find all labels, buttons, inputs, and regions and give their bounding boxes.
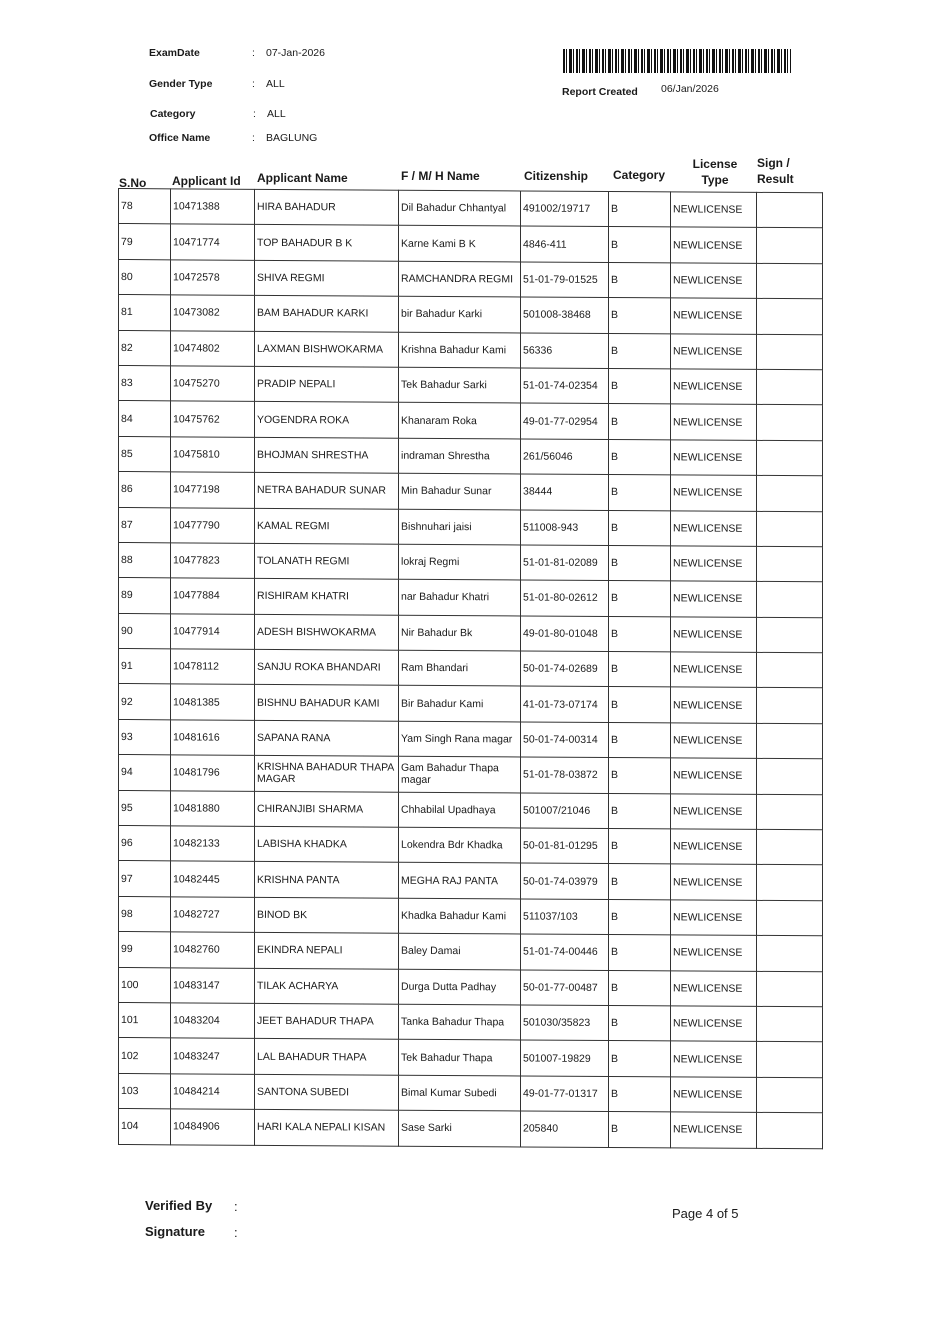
table-row xyxy=(119,224,823,264)
row-license-type: NEWLICENSE xyxy=(671,510,757,546)
sign-result-line-1: Sign / xyxy=(757,156,790,170)
table-row xyxy=(119,896,823,936)
table-row xyxy=(119,189,823,229)
table-row xyxy=(119,755,823,795)
row-citizenship: 4846-411 xyxy=(521,226,609,262)
col-header-applicant-name: Applicant Name xyxy=(257,171,348,185)
separator: : xyxy=(234,1225,238,1240)
row-sign-result xyxy=(757,192,823,228)
row-license-type: NEWLICENSE xyxy=(671,864,757,900)
row-applicant-id: 10482727 xyxy=(171,897,255,933)
row-applicant-name: SANJU ROKA BHANDARI xyxy=(255,649,399,685)
table-row xyxy=(119,861,823,901)
row-applicant-id: 10481880 xyxy=(171,790,255,826)
row-license-type: NEWLICENSE xyxy=(671,1077,757,1113)
row-citizenship: 49-01-77-02954 xyxy=(521,403,609,439)
table-row xyxy=(119,259,823,299)
row-citizenship: 501008-38468 xyxy=(521,297,609,333)
row-license-type: NEWLICENSE xyxy=(671,333,757,369)
row-license-type: NEWLICENSE xyxy=(671,794,757,830)
row-applicant-name: BISHNU BAHADUR KAMI xyxy=(255,685,399,721)
sign-result-line-2: Result xyxy=(757,172,794,186)
table-row xyxy=(119,613,823,653)
col-header-fmh-name: F / M/ H Name xyxy=(401,169,480,183)
row-sno: 96 xyxy=(119,826,171,862)
row-applicant-id: 10477823 xyxy=(171,543,255,579)
table-row xyxy=(119,790,823,830)
row-fmh-name: lokraj Regmi xyxy=(399,544,521,580)
row-applicant-name: CHIRANJIBI SHARMA xyxy=(255,791,399,827)
row-sign-result xyxy=(757,405,823,441)
row-fmh-name: Dil Bahadur Chhantyal xyxy=(399,190,521,226)
row-category: B xyxy=(609,404,671,440)
row-citizenship: 49-01-80-01048 xyxy=(521,616,609,652)
row-category: B xyxy=(609,652,671,688)
row-applicant-id: 10484906 xyxy=(171,1109,255,1145)
row-fmh-name: MEGHA RAJ PANTA xyxy=(399,863,521,899)
page-number: Page 4 of 5 xyxy=(672,1206,739,1221)
row-fmh-name: Lokendra Bdr Khadka xyxy=(399,827,521,863)
col-header-sign-result xyxy=(757,155,794,187)
table-body xyxy=(119,189,823,1149)
row-license-type: NEWLICENSE xyxy=(671,1112,757,1148)
row-citizenship: 501007/21046 xyxy=(521,793,609,829)
row-applicant-name: BHOJMAN SHRESTHA xyxy=(255,437,399,473)
row-category: B xyxy=(609,262,671,298)
row-citizenship: 51-01-78-03872 xyxy=(521,757,609,793)
row-applicant-name: HARI KALA NEPALI KISAN xyxy=(255,1109,399,1145)
category-label: Category xyxy=(150,108,196,120)
row-sno: 83 xyxy=(119,365,171,401)
row-citizenship: 491002/19717 xyxy=(521,191,609,227)
row-sign-result xyxy=(757,971,823,1007)
table-row xyxy=(119,684,823,724)
row-applicant-id: 10484214 xyxy=(171,1074,255,1110)
row-applicant-name: YOGENDRA ROKA xyxy=(255,402,399,438)
row-license-type: NEWLICENSE xyxy=(671,970,757,1006)
row-category: B xyxy=(609,510,671,546)
row-license-type: NEWLICENSE xyxy=(671,900,757,936)
row-license-type: NEWLICENSE xyxy=(671,617,757,653)
row-license-type: NEWLICENSE xyxy=(671,298,757,334)
table-row xyxy=(119,507,823,547)
gender-type-label: Gender Type xyxy=(149,78,213,90)
row-sno: 102 xyxy=(119,1038,171,1074)
row-sno: 88 xyxy=(119,542,171,578)
row-fmh-name: indraman Shrestha xyxy=(399,438,521,474)
row-sno: 90 xyxy=(119,613,171,649)
table-row xyxy=(119,578,823,618)
row-fmh-name: Bishnuhari jaisi xyxy=(399,509,521,545)
row-applicant-id: 10482760 xyxy=(171,932,255,968)
row-sign-result xyxy=(757,652,823,688)
row-applicant-id: 10478112 xyxy=(171,649,255,685)
table-row xyxy=(119,1002,823,1042)
barcode-image xyxy=(563,49,791,73)
row-fmh-name: Krishna Bahadur Kami xyxy=(399,332,521,368)
row-citizenship: 50-01-74-03979 xyxy=(521,863,609,899)
table-row xyxy=(119,826,823,866)
row-category: B xyxy=(609,758,671,794)
row-category: B xyxy=(609,1076,671,1112)
separator: : xyxy=(252,132,255,144)
row-category: B xyxy=(609,1005,671,1041)
row-sign-result xyxy=(757,1006,823,1042)
table-row xyxy=(119,542,823,582)
row-sno: 80 xyxy=(119,259,171,295)
row-sign-result xyxy=(757,794,823,830)
row-category: B xyxy=(609,864,671,900)
report-created-value: 06/Jan/2026 xyxy=(661,83,719,95)
applicant-table xyxy=(118,188,823,1149)
row-category: B xyxy=(609,439,671,475)
row-sign-result xyxy=(757,440,823,476)
col-header-applicant-id: Applicant Id xyxy=(172,174,241,188)
row-sno: 82 xyxy=(119,330,171,366)
row-sign-result xyxy=(757,936,823,972)
row-sign-result xyxy=(757,1042,823,1078)
row-applicant-name: EKINDRA NEPALI xyxy=(255,933,399,969)
separator: : xyxy=(234,1199,238,1214)
row-citizenship: 501030/35823 xyxy=(521,1005,609,1041)
report-created-label: Report Created xyxy=(562,86,638,98)
office-name-label: Office Name xyxy=(149,132,211,144)
row-applicant-id: 10474802 xyxy=(171,330,255,366)
row-sno: 93 xyxy=(119,719,171,755)
table-row xyxy=(119,330,823,370)
row-sno: 98 xyxy=(119,896,171,932)
row-license-type: NEWLICENSE xyxy=(671,192,757,228)
row-fmh-name: Min Bahadur Sunar xyxy=(399,473,521,509)
row-fmh-name: Khanaram Roka xyxy=(399,403,521,439)
row-license-type: NEWLICENSE xyxy=(671,723,757,759)
row-citizenship: 501007-19829 xyxy=(521,1040,609,1076)
row-applicant-name: SAPANA RANA xyxy=(255,720,399,756)
row-applicant-name: KAMAL REGMI xyxy=(255,508,399,544)
row-license-type: NEWLICENSE xyxy=(671,758,757,794)
row-fmh-name: Baley Damai xyxy=(399,933,521,969)
row-applicant-name: PRADIP NEPALI xyxy=(255,366,399,402)
row-category: B xyxy=(609,793,671,829)
row-sign-result xyxy=(757,1113,823,1149)
row-license-type: NEWLICENSE xyxy=(671,581,757,617)
row-sign-result xyxy=(757,299,823,335)
row-sno: 103 xyxy=(119,1073,171,1109)
row-citizenship: 51-01-81-02089 xyxy=(521,545,609,581)
row-applicant-id: 10472578 xyxy=(171,260,255,296)
row-applicant-id: 10475270 xyxy=(171,366,255,402)
table-row xyxy=(119,472,823,512)
row-sno: 87 xyxy=(119,507,171,543)
row-citizenship: 50-01-74-02689 xyxy=(521,651,609,687)
row-fmh-name: Sase Sarki xyxy=(399,1110,521,1146)
row-applicant-id: 10483247 xyxy=(171,1038,255,1074)
row-citizenship: 511037/103 xyxy=(521,899,609,935)
row-sign-result xyxy=(757,759,823,795)
row-license-type: NEWLICENSE xyxy=(671,263,757,299)
row-applicant-id: 10482133 xyxy=(171,826,255,862)
row-license-type: NEWLICENSE xyxy=(671,652,757,688)
row-sign-result xyxy=(757,263,823,299)
row-sno: 94 xyxy=(119,755,171,791)
row-citizenship: 50-01-74-00314 xyxy=(521,722,609,758)
row-license-type: NEWLICENSE xyxy=(671,687,757,723)
table-row xyxy=(119,365,823,405)
row-category: B xyxy=(609,1041,671,1077)
row-license-type: NEWLICENSE xyxy=(671,404,757,440)
row-sign-result xyxy=(757,865,823,901)
row-citizenship: 38444 xyxy=(521,474,609,510)
row-applicant-name: LABISHA KHADKA xyxy=(255,826,399,862)
separator: : xyxy=(252,47,255,59)
row-category: B xyxy=(609,333,671,369)
row-applicant-name: JEET BAHADUR THAPA xyxy=(255,1003,399,1039)
row-category: B xyxy=(609,899,671,935)
table-row xyxy=(119,1109,823,1149)
row-category: B xyxy=(609,970,671,1006)
row-applicant-id: 10471774 xyxy=(171,224,255,260)
row-applicant-id: 10481616 xyxy=(171,720,255,756)
row-sign-result xyxy=(757,228,823,264)
exam-date-label: ExamDate xyxy=(149,47,200,59)
row-applicant-id: 10477884 xyxy=(171,578,255,614)
row-sign-result xyxy=(757,546,823,582)
row-sno: 97 xyxy=(119,861,171,897)
row-citizenship: 50-01-77-00487 xyxy=(521,970,609,1006)
row-fmh-name: Nir Bahadur Bk xyxy=(399,615,521,651)
row-sno: 91 xyxy=(119,649,171,685)
row-sno: 85 xyxy=(119,436,171,472)
row-fmh-name: Tek Bahadur Sarki xyxy=(399,367,521,403)
row-license-type: NEWLICENSE xyxy=(671,440,757,476)
separator: : xyxy=(252,78,255,90)
row-sno: 92 xyxy=(119,684,171,720)
row-sign-result xyxy=(757,511,823,547)
row-sno: 100 xyxy=(119,967,171,1003)
row-applicant-id: 10477198 xyxy=(171,472,255,508)
col-header-citizenship: Citizenship xyxy=(524,169,589,183)
row-fmh-name: Khadka Bahadur Kami xyxy=(399,898,521,934)
row-sno: 79 xyxy=(119,224,171,260)
row-category: B xyxy=(609,298,671,334)
row-applicant-id: 10471388 xyxy=(171,189,255,225)
row-applicant-name: TOLANATH REGMI xyxy=(255,543,399,579)
table-row xyxy=(119,1073,823,1113)
category-value: ALL xyxy=(267,108,286,120)
row-sno: 99 xyxy=(119,932,171,968)
row-fmh-name: RAMCHANDRA REGMI xyxy=(399,261,521,297)
row-citizenship: 41-01-73-07174 xyxy=(521,686,609,722)
row-citizenship: 51-01-79-01525 xyxy=(521,262,609,298)
row-sign-result xyxy=(757,1077,823,1113)
row-license-type: NEWLICENSE xyxy=(671,369,757,405)
row-license-type: NEWLICENSE xyxy=(671,935,757,971)
row-applicant-id: 10475762 xyxy=(171,401,255,437)
table-row xyxy=(119,719,823,759)
row-sno: 86 xyxy=(119,472,171,508)
row-fmh-name: nar Bahadur Khatri xyxy=(399,580,521,616)
row-applicant-name: ADESH BISHWOKARMA xyxy=(255,614,399,650)
row-fmh-name: Bir Bahadur Kami xyxy=(399,686,521,722)
row-fmh-name: Ram Bhandari xyxy=(399,650,521,686)
row-fmh-name: Chhabilal Upadhaya xyxy=(399,792,521,828)
col-header-license-type xyxy=(686,156,744,188)
row-category: B xyxy=(609,687,671,723)
row-sign-result xyxy=(757,334,823,370)
row-applicant-name: TOP BAHADUR B K xyxy=(255,225,399,261)
row-category: B xyxy=(609,475,671,511)
row-sign-result xyxy=(757,476,823,512)
verified-by-label: Verified By xyxy=(145,1198,213,1213)
row-applicant-id: 10481385 xyxy=(171,684,255,720)
row-citizenship: 56336 xyxy=(521,333,609,369)
table-row xyxy=(119,1038,823,1078)
license-type-line-2: Type xyxy=(701,173,729,187)
signature-label: Signature xyxy=(145,1224,205,1239)
row-fmh-name: Gam Bahadur Thapa magar xyxy=(399,756,521,792)
separator: : xyxy=(253,108,256,120)
table-row xyxy=(119,436,823,476)
row-sno: 78 xyxy=(119,189,171,225)
row-applicant-name: LAL BAHADUR THAPA xyxy=(255,1039,399,1075)
row-applicant-id: 10477914 xyxy=(171,614,255,650)
row-citizenship: 261/56046 xyxy=(521,439,609,475)
row-sign-result xyxy=(757,688,823,724)
row-applicant-name: KRISHNA PANTA xyxy=(255,862,399,898)
exam-date-value: 07-Jan-2026 xyxy=(266,47,325,59)
row-applicant-name: SANTONA SUBEDI xyxy=(255,1074,399,1110)
row-applicant-name: LAXMAN BISHWOKARMA xyxy=(255,331,399,367)
row-sign-result xyxy=(757,582,823,618)
row-applicant-id: 10477790 xyxy=(171,507,255,543)
table-row xyxy=(119,401,823,441)
row-category: B xyxy=(609,581,671,617)
row-fmh-name: Karne Kami B K xyxy=(399,226,521,262)
col-header-sno: S.No xyxy=(119,176,147,190)
row-category: B xyxy=(609,1112,671,1148)
row-applicant-name: TILAK ACHARYA xyxy=(255,968,399,1004)
row-category: B xyxy=(609,722,671,758)
row-fmh-name: Durga Dutta Padhay xyxy=(399,969,521,1005)
row-license-type: NEWLICENSE xyxy=(671,1041,757,1077)
row-fmh-name: Bimal Kumar Subedi xyxy=(399,1075,521,1111)
table-row xyxy=(119,967,823,1007)
row-sign-result xyxy=(757,829,823,865)
license-type-line-1: License xyxy=(692,157,738,171)
row-citizenship: 49-01-77-01317 xyxy=(521,1076,609,1112)
office-name-value: BAGLUNG xyxy=(266,132,318,144)
row-sno: 101 xyxy=(119,1002,171,1038)
row-citizenship: 511008-943 xyxy=(521,509,609,545)
row-applicant-id: 10473082 xyxy=(171,295,255,331)
row-applicant-id: 10482445 xyxy=(171,861,255,897)
row-license-type: NEWLICENSE xyxy=(671,1006,757,1042)
row-sign-result xyxy=(757,369,823,405)
row-applicant-name: SHIVA REGMI xyxy=(255,260,399,296)
row-category: B xyxy=(609,829,671,865)
row-license-type: NEWLICENSE xyxy=(671,829,757,865)
row-sno: 84 xyxy=(119,401,171,437)
row-citizenship: 51-01-74-00446 xyxy=(521,934,609,970)
row-category: B xyxy=(609,368,671,404)
row-sno: 95 xyxy=(119,790,171,826)
table-row xyxy=(119,295,823,335)
row-category: B xyxy=(609,935,671,971)
row-license-type: NEWLICENSE xyxy=(671,546,757,582)
row-sign-result xyxy=(757,900,823,936)
row-applicant-id: 10481796 xyxy=(171,755,255,791)
row-fmh-name: Tanka Bahadur Thapa xyxy=(399,1004,521,1040)
row-category: B xyxy=(609,545,671,581)
row-license-type: NEWLICENSE xyxy=(671,227,757,263)
row-applicant-name: NETRA BAHADUR SUNAR xyxy=(255,472,399,508)
row-sno: 89 xyxy=(119,578,171,614)
gender-type-value: ALL xyxy=(266,78,285,90)
row-applicant-id: 10483147 xyxy=(171,967,255,1003)
row-sign-result xyxy=(757,723,823,759)
row-fmh-name: bir Bahadur Karki xyxy=(399,296,521,332)
row-category: B xyxy=(609,616,671,652)
row-applicant-name: KRISHNA BAHADUR THAPA MAGAR xyxy=(255,756,399,792)
row-applicant-name: HIRA BAHADUR xyxy=(255,189,399,225)
row-citizenship: 205840 xyxy=(521,1111,609,1147)
row-category: B xyxy=(609,227,671,263)
row-citizenship: 51-01-80-02612 xyxy=(521,580,609,616)
row-license-type: NEWLICENSE xyxy=(671,475,757,511)
row-applicant-name: BAM BAHADUR KARKI xyxy=(255,296,399,332)
row-applicant-name: BINOD BK xyxy=(255,897,399,933)
row-fmh-name: Yam Singh Rana magar xyxy=(399,721,521,757)
row-fmh-name: Tek Bahadur Thapa xyxy=(399,1040,521,1076)
row-sno: 81 xyxy=(119,295,171,331)
col-header-category: Category xyxy=(613,168,666,182)
row-category: B xyxy=(609,191,671,227)
row-sno: 104 xyxy=(119,1109,171,1145)
table-row xyxy=(119,649,823,689)
row-applicant-id: 10483204 xyxy=(171,1003,255,1039)
table-row xyxy=(119,932,823,972)
row-citizenship: 51-01-74-02354 xyxy=(521,368,609,404)
row-sign-result xyxy=(757,617,823,653)
row-applicant-name: RISHIRAM KHATRI xyxy=(255,579,399,615)
row-citizenship: 50-01-81-01295 xyxy=(521,828,609,864)
row-applicant-id: 10475810 xyxy=(171,437,255,473)
